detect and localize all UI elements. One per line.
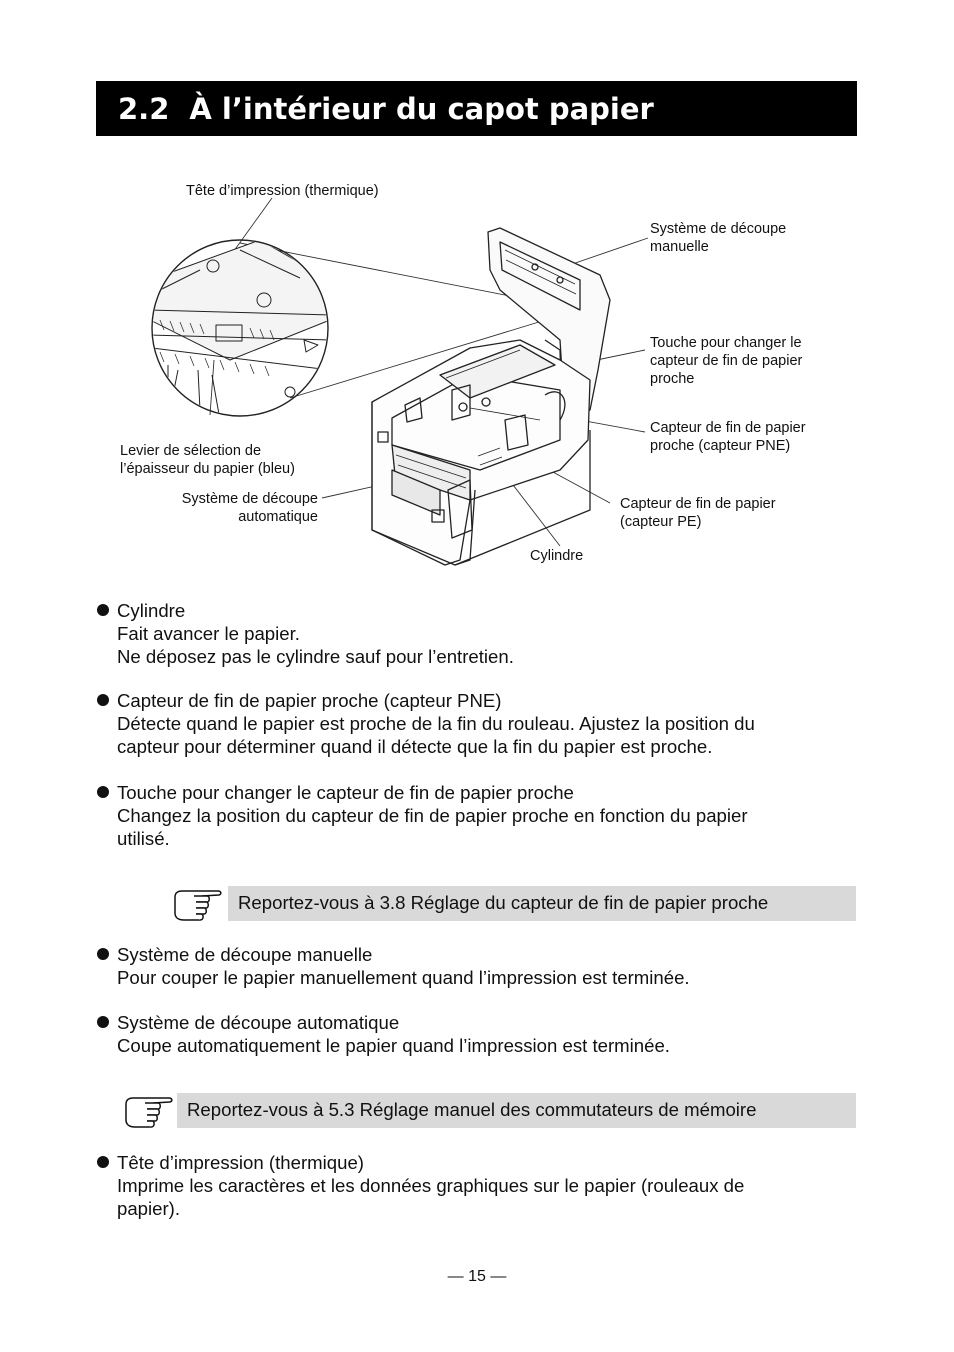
- section-decoupe-manuelle: [96, 943, 861, 989]
- printer-illustration: [0, 170, 954, 580]
- section-line: Détecte quand le papier est proche de la fin du rouleau. Ajustez la position du: [117, 713, 755, 734]
- section-line: Changez la position du capteur de fin de papier proche en fonction du papier: [117, 805, 748, 826]
- label-cylindre: Cylindre: [530, 548, 584, 564]
- label-decoupe-auto: [150, 490, 318, 526]
- label-line: Système de découpe: [650, 221, 787, 237]
- label-line: manuelle: [650, 239, 709, 255]
- label-line: Capteur de fin de papier: [620, 496, 776, 512]
- section-touche-capteur: [96, 781, 861, 850]
- section-heading: Système de découpe automatique: [96, 1011, 861, 1034]
- pointing-hand-icon: [172, 883, 226, 923]
- label-touche-capteur: [650, 334, 802, 388]
- section-heading: Cylindre: [96, 599, 861, 622]
- label-line: (capteur PE): [620, 514, 702, 530]
- label-decoupe-manuelle: [650, 220, 786, 256]
- label-line: capteur de fin de papier: [650, 353, 803, 369]
- reference-note-2: [123, 1090, 856, 1130]
- page-number: — 15 —: [447, 1268, 507, 1285]
- printer-diagram: [0, 170, 954, 580]
- section-heading: Tête d’impression (thermique): [96, 1151, 861, 1174]
- label-levier-epaisseur: [120, 442, 295, 478]
- label-capteur-pne: [650, 419, 806, 455]
- section-heading: Touche pour changer le capteur de fin de papier proche: [96, 781, 861, 804]
- label-line: proche (capteur PNE): [650, 438, 791, 454]
- reference-box: Reportez-vous à 3.8 Réglage du capteur de fin de papier proche: [228, 886, 856, 921]
- section-capteur-pne: [96, 689, 861, 758]
- pointing-hand-icon: [123, 1090, 177, 1130]
- section-line: papier).: [117, 1198, 181, 1219]
- section-heading: Système de découpe manuelle: [96, 943, 861, 966]
- magnified-detail: [150, 240, 330, 420]
- section-line: Pour couper le papier manuellement quand l’impression est terminée.: [117, 967, 690, 988]
- section-line: Imprime les caractères et les données graphiques sur le papier (rouleaux de: [117, 1175, 745, 1196]
- label-line: Système de découpe: [181, 491, 318, 507]
- label-tete-impression: Tête d’impression (thermique): [186, 183, 379, 199]
- label-line: automatique: [238, 509, 318, 525]
- section-line: utilisé.: [117, 828, 170, 849]
- section-line: Coupe automatiquement le papier quand l’impression est terminée.: [117, 1035, 670, 1056]
- section-tete-impression: [96, 1151, 861, 1220]
- section-number: 2.2: [118, 91, 170, 126]
- label-line: Capteur de fin de papier: [650, 420, 806, 436]
- label-capteur-pe: [620, 495, 776, 531]
- section-line: Fait avancer le papier.: [117, 623, 300, 644]
- label-line: l’épaisseur du papier (bleu): [120, 461, 295, 477]
- section-title-bar: [96, 81, 857, 136]
- section-title: À l’intérieur du capot papier: [189, 91, 654, 126]
- section-line: Ne déposez pas le cylindre sauf pour l’entretien.: [117, 646, 514, 667]
- section-line: capteur pour déterminer quand il détecte que la fin du papier est proche.: [117, 736, 713, 757]
- section-cylindre: [96, 599, 861, 668]
- printer-body: [372, 228, 610, 565]
- label-line: Levier de sélection de: [120, 443, 262, 459]
- label-line: proche: [650, 371, 695, 387]
- reference-box: Reportez-vous à 5.3 Réglage manuel des commutateurs de mémoire: [177, 1093, 856, 1128]
- section-decoupe-auto: [96, 1011, 861, 1057]
- section-heading: Capteur de fin de papier proche (capteur PNE): [96, 689, 861, 712]
- reference-note-1: [172, 883, 856, 923]
- label-line: Touche pour changer le: [650, 335, 802, 351]
